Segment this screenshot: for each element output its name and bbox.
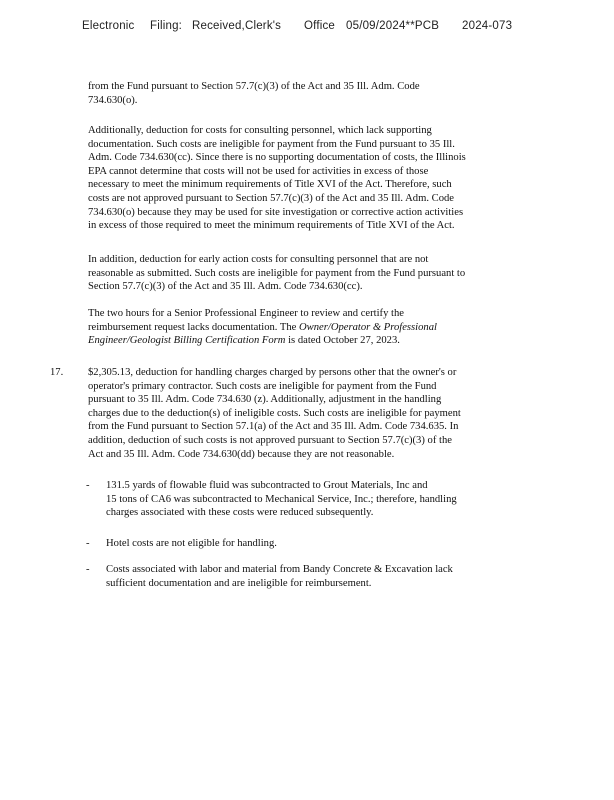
form-title-italic: Engineer/Geologist Billing Certification Form	[88, 335, 286, 347]
text-line: operator's primary contractor. Such costs are ineligible for payment from the Fund	[88, 380, 437, 392]
text-line: from the Fund pursuant to Section 57.7(c)(3) of the Act and 35 Ill. Adm. Code	[88, 81, 420, 92]
paragraph-early-action	[88, 253, 548, 294]
bullet-dash: -	[86, 480, 90, 491]
text-line: 734.630(o).	[88, 94, 138, 106]
text-line: pursuant to 35 Ill. Adm. Code 734.630 (z). Additionally, adjustment in the handling	[88, 394, 442, 406]
text-line: charges due to the deduction(s) of ineligible costs. Such costs are ineligible for payment	[88, 407, 461, 419]
text-line: sufficient documentation and are ineligible for reimbursement.	[106, 577, 372, 589]
paragraph-continuation	[88, 80, 548, 107]
text-line: 15 tons of CA6 was subcontracted to Mechanical Service, Inc.; therefore, handling	[106, 493, 457, 505]
text-line: costs are not approved pursuant to Section 57.7(c)(3) of the Act and 35 Ill. Adm. Code	[88, 192, 454, 204]
text-line: Costs associated with labor and material from Bandy Concrete & Excavation lack	[106, 564, 453, 575]
text-line: documentation. Such costs are ineligible for payment from the Fund pursuant to 35 Ill.	[88, 138, 455, 150]
bullet-item	[106, 563, 546, 590]
text-line: Section 57.7(c)(3) of the Act and 35 Ill. Adm. Code 734.630(cc).	[88, 281, 363, 293]
text-line: charges associated with these costs were reduced subsequently.	[106, 507, 374, 519]
text-line: In addition, deduction for early action costs for consulting personnel that are not	[88, 254, 429, 265]
text-line: 131.5 yards of flowable fluid was subcontracted to Grout Materials, Inc and	[106, 480, 428, 491]
bullet-dash: -	[86, 564, 90, 575]
text-line: $2,305.13, deduction for handling charges charged by persons other that the owner's or	[88, 367, 457, 378]
header-datestamp: 05/09/2024**PCB	[346, 20, 440, 32]
item-number: 17.	[50, 367, 64, 378]
bullet-dash: -	[86, 538, 90, 549]
text-line: reasonable as submitted. Such costs are ineligible for payment from the Fund pursuant to	[88, 267, 466, 279]
header-office: Office	[304, 20, 336, 32]
form-title-italic: Owner/Operator & Professional	[299, 321, 437, 333]
paragraph-consulting-personnel	[88, 124, 548, 233]
paragraph-engineer-review	[88, 307, 548, 348]
text-line: The two hours for a Senior Professional Engineer to review and certify the	[88, 308, 404, 319]
text-line: Adm. Code 734.630(cc). Since there is no supporting documentation of costs, the Illinois	[88, 152, 466, 164]
text-line: 734.630(o) because they may be used for site investigation or corrective action activities	[88, 206, 464, 218]
text-line: necessary to meet the minimum requirements of Title XVI of the Act. Therefore, such	[88, 179, 452, 191]
text-line: Hotel costs are not eligible for handling.	[106, 538, 277, 549]
text-line: in excess of those required to meet the minimum requirements of Title XVI of the Act.	[88, 220, 455, 232]
text-segment: reimbursement request lacks documentation. The	[88, 321, 300, 333]
text-line: from the Fund pursuant to Section 57.1(a) of the Act and 35 Ill. Adm. Code 734.635. In	[88, 421, 459, 433]
text-line	[88, 334, 548, 348]
header-electronic: Electronic	[82, 20, 135, 32]
text-line: Act and 35 Ill. Adm. Code 734.630(dd) because they are not reasonable.	[88, 448, 395, 460]
text-line: addition, deduction of such costs is not approved pursuant to Section 57.7(c)(3) of the	[88, 434, 452, 446]
text-line: Additionally, deduction for costs for consulting personnel, which lack supporting	[88, 125, 432, 136]
header-received: Received,Clerk's	[192, 20, 282, 32]
bullet-item	[106, 479, 546, 520]
text-line	[88, 321, 548, 335]
item-17-text	[88, 366, 548, 461]
header-case-number: 2024-073	[462, 20, 513, 32]
bullet-item	[106, 537, 546, 551]
header-filing: Filing:	[150, 20, 183, 32]
text-segment: is dated October 27, 2023.	[285, 335, 400, 347]
text-line: EPA cannot determine that costs will not be used for activities in excess of those	[88, 165, 429, 177]
